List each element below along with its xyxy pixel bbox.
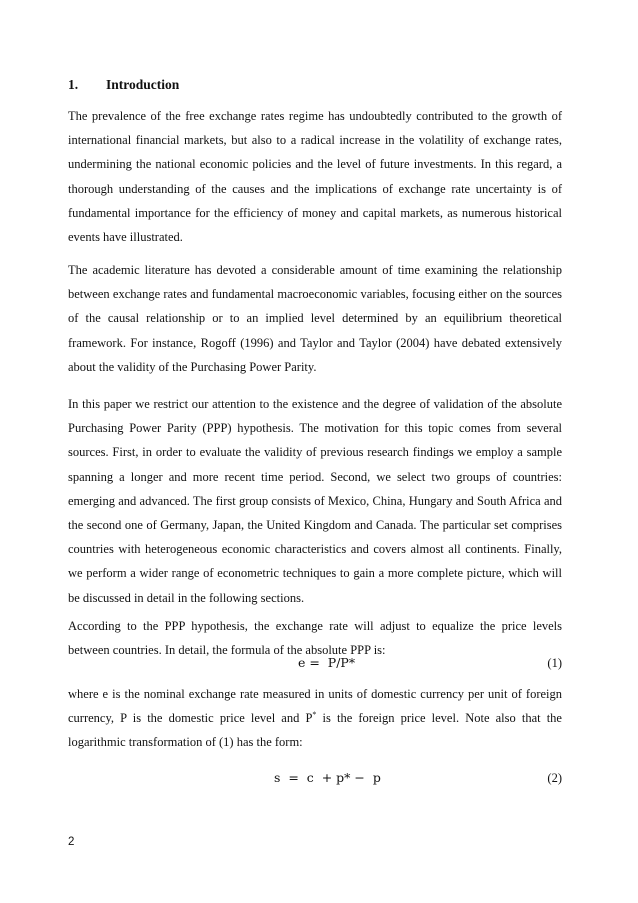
- paragraph-4: According to the PPP hypothesis, the exchange rate will adjust to equalize the price levels between countries. In detail, the formula of the absolute PPP is:: [68, 619, 562, 658]
- section-heading: [68, 77, 179, 93]
- paragraph-5: [68, 682, 562, 755]
- page-number: 2: [68, 836, 75, 848]
- section-title: Introduction: [106, 77, 180, 92]
- paragraph-3: In this paper we restrict our attention to the existence and the degree of validation of the absolute Purchasing Power Parity (PPP) hypothesis. The motivation for this topic comes from several sources. First, in order to evaluate the validity of previous research findings we employ a sample spanning a longer and more recent time period. Second, we select two groups of countries: emerging and advanced. The first group consists of Mexico, China, Hungary and South Africa and the second one of Germany, Japan, the United Kingdom and Canada. The particular set comprises countries with heterogeneous economic characteristics and covers almost all continents. Finally, we perform a wider range of econometric techniques to gain a more complete picture, which will be discussed in detail in the following sections.: [68, 397, 562, 605]
- equation-1-formula: e = P/P*: [298, 655, 356, 670]
- paragraph-5-superscript: *: [312, 710, 317, 720]
- paragraph-2: The academic literature has devoted a considerable amount of time examining the relationship between exchange rates and fundamental macroeconomic variables, focusing either on the sources of the causal relationship or to an implied level determined by an equilibrium theoretical framework. For instance, Rogoff (1996) and Taylor and Taylor (2004) have debated extensively about the validity of the Purchasing Power Parity.: [68, 263, 562, 374]
- equation-2-formula: s = c + p* − p: [274, 770, 381, 785]
- paragraph-1: The prevalence of the free exchange rates regime has undoubtedly contributed to the growth of international financial markets, but also to a radical increase in the volatility of exchange rates, undermining the national economic policies and the level of future investments. In this regard, a thorough understanding of the causes and the implications of exchange rate uncertainty is of fundamental importance for the efficiency of money and capital markets, as numerous historical events have illustrated.: [68, 109, 562, 245]
- paragraph-5-part-1: where e is the nominal exchange rate measured in units of domestic currency per unit of foreign currency, P is the domestic price level and P: [68, 687, 562, 726]
- section-number: 1.: [68, 77, 79, 92]
- equation-2-number: (2): [547, 771, 562, 785]
- paragraph-5-part-2: is the foreign price level. Note also that the logarithmic transformation of (1) has the form:: [68, 711, 562, 750]
- equation-1-number: (1): [547, 656, 562, 670]
